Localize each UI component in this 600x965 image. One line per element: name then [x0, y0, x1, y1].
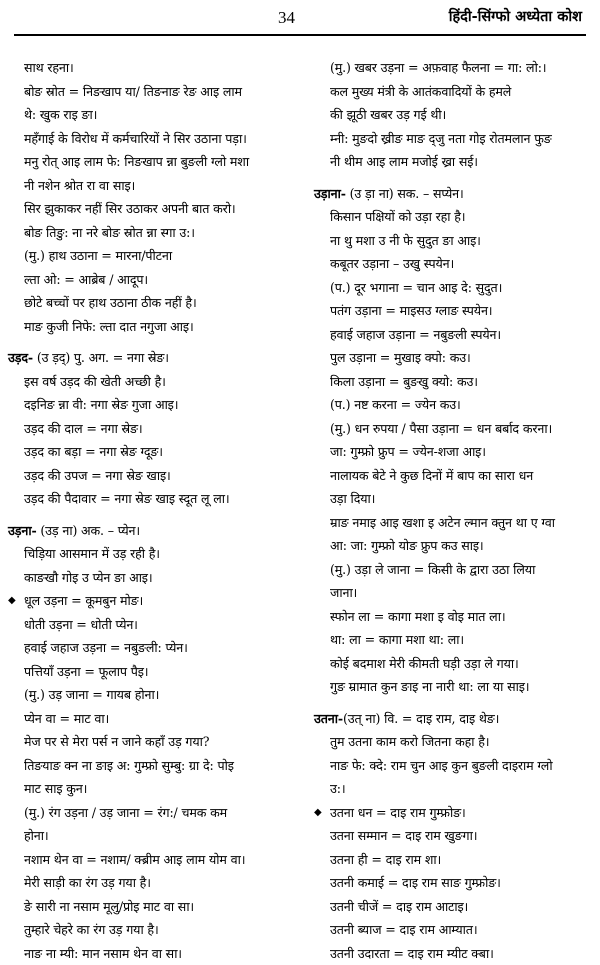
line-text: बोङ तिङु: ना नरे बोङ स्रोत न्ना स्गा उ:। [24, 225, 195, 240]
line-text: उड़द का बड़ा = नगा स्रेङ ग्दूङ। [24, 444, 163, 459]
dictionary-line [8, 942, 304, 965]
dictionary-line [314, 56, 594, 80]
dictionary-line [314, 605, 594, 629]
dictionary-line [314, 628, 594, 652]
dictionary-line [8, 315, 304, 339]
line-text: उतनी कमाई = दाइ राम साङ गुम्फ्रोङ। [330, 875, 501, 890]
dictionary-line [314, 276, 594, 300]
line-text: (मु.) उड़ जाना = गायब होना। [24, 687, 159, 702]
line-text: थे: खुक राइ ङा। [24, 107, 97, 122]
line-text: साथ रहना। [24, 60, 74, 75]
line-text: धूल उड़ना = कूमबुन मोङ। [24, 593, 143, 608]
line-text: (उ ड़द्) पु. अग. = नगा स्रेङ। [33, 350, 169, 365]
line-text: उतनी उदारता = दाइ राम म्यीट क्बा। [330, 946, 494, 961]
line-text: बोङ स्रोत = निङखाप या/ तिङनाङ रेङ आइ लाम [24, 84, 242, 99]
page-title: हिंदी-सिंग्फो अध्येता कोश [449, 6, 582, 26]
line-text: जा: गुम्फ्रो फ्रुप = ज्येन-शजा आइ। [330, 444, 486, 459]
line-text: पतंग उड़ाना = माइसउ ग्लाङ स्पयेन। [330, 303, 492, 318]
left-column [8, 56, 304, 965]
dictionary-line [314, 942, 594, 965]
line-text: (उड़ ना) अक. – प्येन। [37, 523, 140, 538]
dictionary-line [314, 464, 594, 488]
line-text: होना। [24, 828, 49, 843]
dictionary-line [8, 127, 304, 151]
line-text: उड़द की पैदावार = नगा स्रेङ खाइ स्दूत लू ला। [24, 491, 230, 506]
page-number: 34 [278, 8, 295, 28]
dictionary-line [8, 464, 304, 488]
dictionary-line [8, 440, 304, 464]
line-text: (मु.) उड़ा ले जाना = किसी के द्वारा उठा लिया [330, 562, 535, 577]
line-text: तुम्हारे चेहरे का रंग उड़ गया है। [24, 922, 159, 937]
page-header [14, 6, 586, 30]
headword: उड़ना- [8, 523, 37, 538]
dictionary-line [314, 558, 594, 582]
headword: उड़द- [8, 350, 33, 365]
headword-entry [314, 707, 594, 731]
line-text: उ:। [330, 781, 345, 796]
dictionary-line [314, 777, 594, 801]
dictionary-line [314, 150, 594, 174]
dictionary-line [8, 80, 304, 104]
line-text: उड़द की उपज = नगा स्रेङ खाइ। [24, 468, 171, 483]
line-text: स्फोन ला = कागा मशा इ वोइ मात ला। [330, 609, 505, 624]
line-text: उतना धन = दाइ राम गुम्फ्रोङ। [330, 805, 466, 820]
dictionary-line [8, 848, 304, 872]
line-text: मेज पर से मेरा पर्स न जाने कहाँ उड़ गया? [24, 734, 209, 749]
line-text: काङखौ गोइ उ प्येन ङा आइ। [24, 570, 152, 585]
line-text: ल्ता ओ: = आब्रेब / आदूप। [24, 272, 148, 287]
line-text: म्नी: मुङदो ख्रीङ माङ द्जु नता गोइ रोतमलान फुङ [330, 131, 552, 146]
dictionary-line [8, 707, 304, 731]
line-text: महँगाई के विरोध में कर्मचारियों ने सिर उठाना पड़ा। [24, 131, 247, 146]
dictionary-line [8, 918, 304, 942]
dictionary-line [314, 299, 594, 323]
header-rule [14, 34, 586, 36]
line-text: पुल उड़ाना = मुखाइ क्पो: कउ। [330, 350, 471, 365]
dictionary-line [314, 652, 594, 676]
dictionary-line [8, 103, 304, 127]
headword-entry [8, 346, 304, 370]
dictionary-line [314, 393, 594, 417]
dictionary-line [314, 581, 594, 605]
line-text: मनु रोत् आइ लाम फे: निङखाप न्ना बुङली ग्लो मशा [24, 154, 249, 169]
line-text: (प.) दूर भगाना = चान आइ दे: सुदुत। [330, 280, 502, 295]
diamond-bullet-icon: ◆ [314, 801, 322, 825]
dictionary-line [314, 848, 594, 872]
dictionary-line [8, 542, 304, 566]
line-text: तिङयाङ क्न ना ङाइ अ: गुम्फ्रो सुम्बु: ग्रा दे: पोइ [24, 758, 234, 773]
line-text: (मु.) धन रुपया / पैसा उड़ाना = धन बर्बाद करना। [330, 421, 552, 436]
dictionary-line [8, 754, 304, 778]
headword: उड़ाना- [314, 186, 346, 201]
line-text: नशाम थेन वा = नशाम/ क्ब्रीम आइ लाम योम वा। [24, 852, 245, 867]
dictionary-line [314, 440, 594, 464]
line-text: (मु.) खबर उड़ना = अफ़वाह फैलना = गा: लो:। [330, 60, 546, 75]
dictionary-line [314, 417, 594, 441]
dictionary-line [8, 613, 304, 637]
diamond-bullet-icon: ◆ [8, 589, 16, 613]
right-column [314, 56, 594, 965]
dictionary-line [8, 244, 304, 268]
dictionary-line [314, 754, 594, 778]
line-text: चिड़िया आसमान में उड़ रही है। [24, 546, 160, 561]
dictionary-line [314, 205, 594, 229]
dictionary-line [314, 534, 594, 558]
dictionary-line [8, 636, 304, 660]
line-text: दइनिङ न्ना वी: नगा स्रेङ गुजा आइ। [24, 397, 178, 412]
dictionary-line [8, 730, 304, 754]
dictionary-line [314, 918, 594, 942]
dictionary-line [314, 370, 594, 394]
dictionary-line [314, 323, 594, 347]
line-text: उतना सम्मान = दाइ राम खुङगा। [330, 828, 477, 843]
line-text: नाङ ना म्यी: मान नसाम थेन वा सा। [24, 946, 182, 961]
line-text: (मु.) रंग उड़ना / उड़ जाना = रंग:/ चमक कम [24, 805, 227, 820]
line-text: उतना ही = दाइ राम शा। [330, 852, 441, 867]
line-text: कबूतर उड़ाना – उखु स्पयेन। [330, 256, 454, 271]
line-text: कोई बदमाश मेरी कीमती घड़ी उड़ा ले गया। [330, 656, 519, 671]
line-text: नी नशेन श्रोत रा वा साइ। [24, 178, 135, 193]
dictionary-line [314, 801, 594, 825]
line-text: (उ ड़ा ना) सक. – सप्येन। [346, 186, 464, 201]
line-text: पत्तियाँ उड़ना = फूलाप पैइ। [24, 664, 148, 679]
line-text: धोती उड़ना = धोती प्येन। [24, 617, 138, 632]
dictionary-line [314, 824, 594, 848]
line-text: किला उड़ाना = बुङखु क्यो: कउ। [330, 374, 478, 389]
line-text: मेरी साड़ी का रंग उड़ गया है। [24, 875, 151, 890]
line-text: (प.) नष्ट करना = ज्येन कउ। [330, 397, 461, 412]
dictionary-line [8, 370, 304, 394]
dictionary-line [8, 268, 304, 292]
line-text: गुङ म्रामात कुन ङाइ ना नारी था: ला या साइ। [330, 679, 529, 694]
line-text: प्येन वा = माट वा। [24, 711, 109, 726]
line-text: हवाई जहाज उड़ाना = नबुङली स्पयेन। [330, 327, 501, 342]
line-text: इस वर्ष उड़द की खेती अच्छी है। [24, 374, 166, 389]
headword: उतना- [314, 711, 343, 726]
dictionary-line [8, 417, 304, 441]
dictionary-line [8, 871, 304, 895]
headword-entry [8, 519, 304, 543]
dictionary-line [8, 291, 304, 315]
dictionary-line [8, 56, 304, 80]
dictionary-line [314, 730, 594, 754]
line-text: था: ला = कागा मशा था: ला। [330, 632, 464, 647]
dictionary-line [314, 895, 594, 919]
dictionary-line [314, 103, 594, 127]
line-text: उतनी चीजें = दाइ राम आटाइ। [330, 899, 468, 914]
line-text: की झूठी खबर उड़ गई थी। [330, 107, 446, 122]
line-text: नालायक बेटे ने कुछ दिनों में बाप का सारा धन [330, 468, 533, 483]
line-text: (उत् ना) वि. = दाइ राम, दाइ थेङ। [343, 711, 499, 726]
line-text: हवाई जहाज उड़ना = नबुङली: प्येन। [24, 640, 188, 655]
dictionary-line [314, 675, 594, 699]
dictionary-line [8, 801, 304, 825]
line-text: सिर झुकाकर नहीं सिर उठाकर अपनी बात करो। [24, 201, 236, 216]
dictionary-line [8, 660, 304, 684]
line-text: (मु.) हाथ उठाना = मारना/पीटना [24, 248, 172, 263]
line-text: ङे सारी ना नसाम मूलु/प्रोइ माट वा सा। [24, 899, 194, 914]
dictionary-line [314, 80, 594, 104]
dictionary-line [314, 252, 594, 276]
line-text: जाना। [330, 585, 357, 600]
line-text: म्राङ नमाइ आइ खशा इ अटेन ल्मान क्तुन था ए ग्वा [330, 515, 555, 530]
headword-entry [314, 182, 594, 206]
line-text: उड़ा दिया। [330, 491, 375, 506]
line-text: ना थु मशा उ नी फे सुदुत ङा आइ। [330, 233, 481, 248]
dictionary-line [314, 511, 594, 535]
line-text: कल मुख्य मंत्री के आतंकवादियों के हमले [330, 84, 511, 99]
dictionary-line [8, 589, 304, 613]
dictionary-line [8, 150, 304, 174]
line-text: उड़द की दाल = नगा स्रेङ। [24, 421, 143, 436]
dictionary-line [8, 197, 304, 221]
dictionary-line [8, 174, 304, 198]
dictionary-line [8, 487, 304, 511]
dictionary-line [314, 229, 594, 253]
line-text: माट साइ कुन। [24, 781, 87, 796]
dictionary-line [8, 221, 304, 245]
dictionary-line [8, 777, 304, 801]
line-text: नाङ फे: क्दे: राम चुन आइ कुन बुङली दाइराम ग्लो [330, 758, 552, 773]
line-text: आ: जा: गुम्फ्रो योङ फ्रुप कउ साइ। [330, 538, 484, 553]
dictionary-line [8, 566, 304, 590]
dictionary-line [314, 346, 594, 370]
line-text: उतनी ब्याज = दाइ राम आम्यात। [330, 922, 477, 937]
line-text: छोटे बच्चों पर हाथ उठाना ठीक नहीं है। [24, 295, 197, 310]
dictionary-line [8, 683, 304, 707]
line-text: माङ कुजी निफे: ल्ता दात नगुजा आइ। [24, 319, 194, 334]
dictionary-line [8, 824, 304, 848]
dictionary-line [8, 895, 304, 919]
dictionary-line [314, 127, 594, 151]
dictionary-line [314, 871, 594, 895]
dictionary-line [8, 393, 304, 417]
line-text: किसान पक्षियों को उड़ा रहा है। [330, 209, 465, 224]
line-text: नी थीम आइ लाम मजोई ख्रा सई। [330, 154, 478, 169]
line-text: तुम उतना काम करो जितना कहा है। [330, 734, 489, 749]
dictionary-line [314, 487, 594, 511]
